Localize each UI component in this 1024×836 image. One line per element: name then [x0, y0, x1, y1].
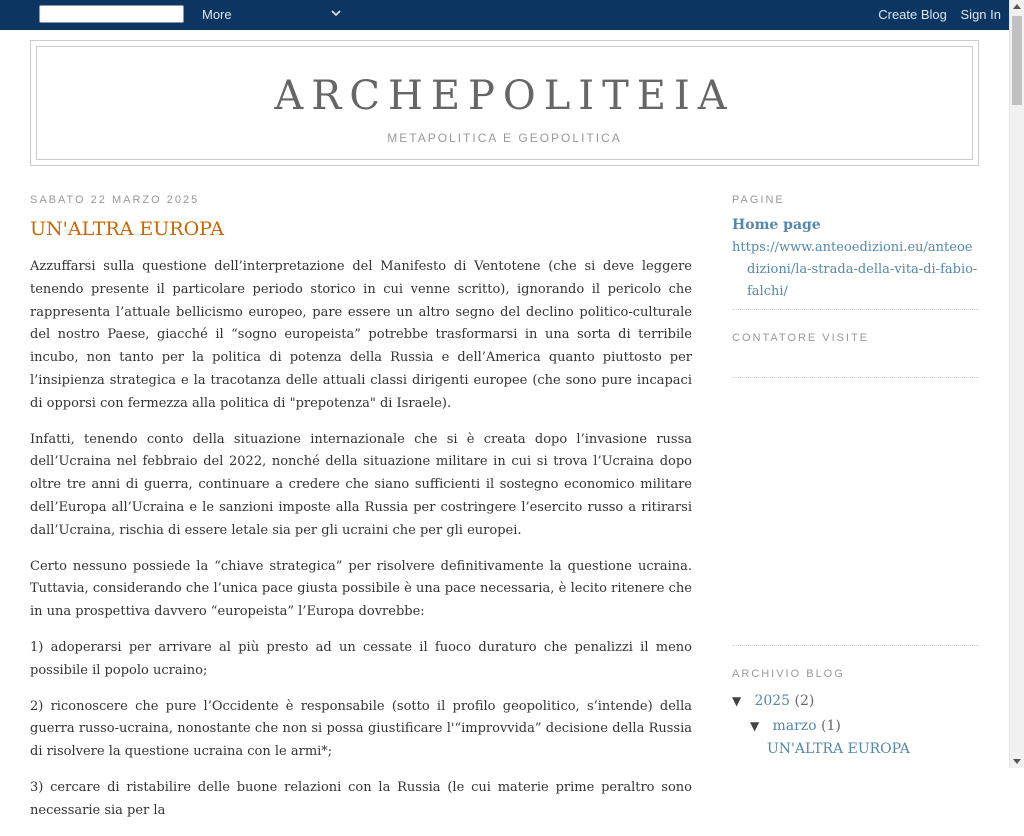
expand-triangle-icon[interactable]: ▼: [750, 719, 760, 733]
post-body: [30, 256, 692, 823]
archive-year-row: [732, 689, 979, 714]
counter-heading: CONTATORE VISITE: [732, 332, 870, 344]
blog-header-inner: [36, 46, 973, 160]
expand-triangle-icon[interactable]: ▼: [732, 694, 742, 708]
sign-in-link[interactable]: Sign In: [960, 7, 1001, 22]
pages-heading: PAGINE: [732, 194, 785, 206]
scrollbar-thumb[interactable]: [1012, 16, 1022, 105]
post-paragraph: Azzuffarsi sulla questione dell’interpretazione del Manifesto di Ventotene (che si deve leggere tenendo presente il particolare periodo storico in cui venne scritto), ignorando il pericolo che rappresenta l’attuale bellicismo europeo, pare essere un altro segno del declino politico-culturale del nostro Paese, giacché il “sogno europeista” potrebbe trasformarsi in una sorta di terribile incubo, non tanto per la politica di potenza della Russia e dell’America quanto piuttosto per l’insipienza strategica e la tracotanza delle attuali classi dirigenti europee (che sono pure incapaci di opporsi con fermezza alla politica di "prepotenza" di Israele).: [30, 259, 692, 411]
archive-post-link[interactable]: UN'ALTRA EUROPA: [767, 741, 910, 757]
archive-heading: ARCHIVIO BLOG: [732, 668, 845, 680]
post-paragraph: 2) riconoscere che pure l’Occidente è responsabile (sotto il profilo geopolitico, s’intende) della guerra russo-ucraina, nonostante che non si possa giustificare l'“improvvida” decisione della Russia di risolvere la questione ucraina con le armi*;: [30, 698, 692, 760]
archive-year-link[interactable]: 2025: [754, 693, 791, 709]
post-date: SABATO 22 MARZO 2025: [30, 194, 200, 206]
page-scrollbar[interactable]: [1009, 0, 1024, 768]
post-paragraph: Certo nessuno possiede la “chiave strategica” per risolvere definitivamente la questione ucraina. Tuttavia, considerando che l’unica pace giusta possibile è una pace necessaria, è lecito ritenere che in una prospettiva davvero “europeista” l’Europa dovrebbe:: [30, 558, 692, 620]
home-page-link[interactable]: Home page: [732, 217, 821, 233]
post-paragraph: Infatti, tenendo conto della situazione internazionale che si è creata dopo l’invasione russa dell’Ucraina nel febbraio del 2022, nonché della situazione militare in cui si trova l’Ucraina dopo oltre tre anni di guerra, continuare a credere che siano sufficienti il sostegno economico militare dell’Europa all’Ucraina e le sanzioni imposte alla Russia per costringere l’esercito russo a ritirarsi dall’Ucraina, rischia di essere letale sia per gli ucraini che per gli europei.: [30, 431, 692, 538]
counter-blank-area: [732, 378, 979, 646]
archive-month-row: [732, 714, 979, 739]
post-paragraph: 1) adoperarsi per arrivare al più presto ad un cessate il fuoco duraturo che penalizzi il meno possibile il popolo ucraino;: [30, 639, 692, 678]
sidebar: [732, 190, 979, 762]
main-column: [30, 190, 692, 836]
scroll-down-icon[interactable]: [1013, 759, 1021, 764]
create-blog-link[interactable]: Create Blog: [878, 7, 947, 22]
archive-widget: [732, 664, 979, 762]
top-navbar: [0, 0, 1009, 30]
blog-description: METAPOLITICA E GEOPOLITICA: [387, 131, 622, 145]
pages-widget: [732, 190, 979, 310]
post-paragraph: 3) cercare di ristabilire delle buone relazioni con la Russia (le cui materie prime peraltro sono necessarie sia per la: [30, 779, 692, 818]
scroll-up-icon[interactable]: [1013, 4, 1021, 9]
blog-header: [30, 40, 979, 166]
search-input[interactable]: [39, 5, 184, 23]
external-book-link[interactable]: https://www.anteoedizioni.eu/anteoedizioni/la-strada-della-vita-di-fabio-falchi/: [732, 240, 978, 299]
archive-year-count: (2): [794, 693, 815, 709]
archive-month-count: (1): [821, 718, 841, 734]
more-menu-button[interactable]: More: [202, 7, 232, 22]
blog-title[interactable]: ARCHEPOLITEIA: [274, 73, 735, 119]
archive-month-link[interactable]: marzo: [772, 718, 817, 734]
nav-actions: [868, 7, 1001, 22]
chevron-down-icon[interactable]: [329, 6, 343, 20]
post-title[interactable]: UN'ALTRA EUROPA: [30, 218, 224, 240]
counter-widget: [732, 328, 979, 378]
